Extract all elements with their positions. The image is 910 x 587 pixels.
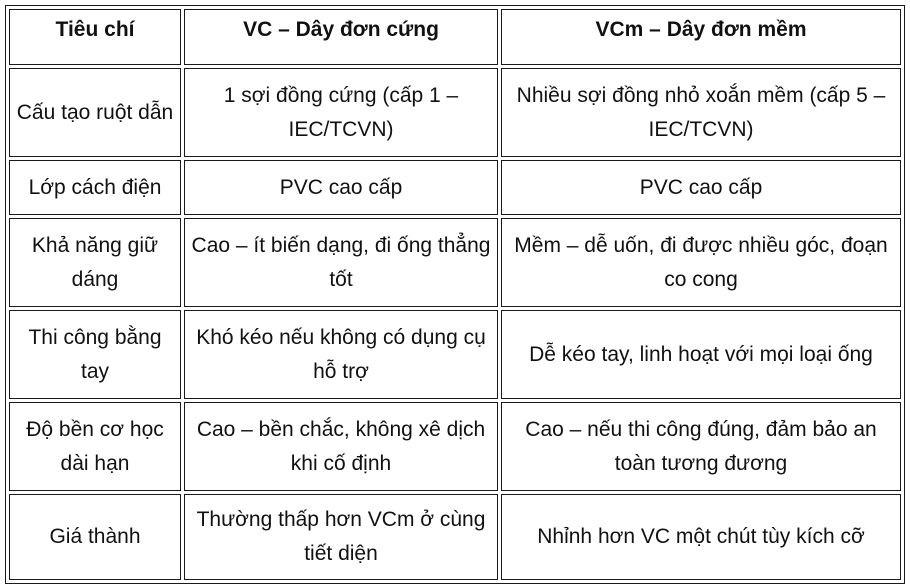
cell-vc: Thường thấp hơn VCm ở cùng tiết diện bbox=[184, 494, 498, 580]
cell-criteria: Khả năng giữ dáng bbox=[9, 218, 181, 307]
cell-vcm: Dễ kéo tay, linh hoạt với mọi loại ống bbox=[501, 310, 901, 399]
cell-criteria: Thi công bằng tay bbox=[9, 310, 181, 399]
table-row bbox=[9, 402, 901, 491]
table-row bbox=[9, 160, 901, 215]
header-row bbox=[9, 9, 901, 65]
cell-vc: Cao – bền chắc, không xê dịch khi cố định bbox=[184, 402, 498, 491]
header-vc: VC – Dây đơn cứng bbox=[184, 9, 498, 65]
cell-vc: PVC cao cấp bbox=[184, 160, 498, 215]
table-header bbox=[9, 9, 901, 65]
cell-criteria: Lớp cách điện bbox=[9, 160, 181, 215]
table-row bbox=[9, 310, 901, 399]
table-row bbox=[9, 494, 901, 580]
cell-criteria: Giá thành bbox=[9, 494, 181, 580]
header-criteria: Tiêu chí bbox=[9, 9, 181, 65]
cell-vc: Khó kéo nếu không có dụng cụ hỗ trợ bbox=[184, 310, 498, 399]
cell-criteria: Độ bền cơ học dài hạn bbox=[9, 402, 181, 491]
table-row bbox=[9, 68, 901, 157]
table-row bbox=[9, 218, 901, 307]
cell-vcm: PVC cao cấp bbox=[501, 160, 901, 215]
header-vcm: VCm – Dây đơn mềm bbox=[501, 9, 901, 65]
cell-vc: 1 sợi đồng cứng (cấp 1 – IEC/TCVN) bbox=[184, 68, 498, 157]
cell-vcm: Nhỉnh hơn VC một chút tùy kích cỡ bbox=[501, 494, 901, 580]
cell-criteria: Cấu tạo ruột dẫn bbox=[9, 68, 181, 157]
table-body bbox=[9, 68, 901, 580]
comparison-table bbox=[5, 5, 905, 584]
cell-vc: Cao – ít biến dạng, đi ống thẳng tốt bbox=[184, 218, 498, 307]
cell-vcm: Cao – nếu thi công đúng, đảm bảo an toàn tương đương bbox=[501, 402, 901, 491]
cell-vcm: Nhiều sợi đồng nhỏ xoắn mềm (cấp 5 – IEC/TCVN) bbox=[501, 68, 901, 157]
cell-vcm: Mềm – dễ uốn, đi được nhiều góc, đoạn co cong bbox=[501, 218, 901, 307]
